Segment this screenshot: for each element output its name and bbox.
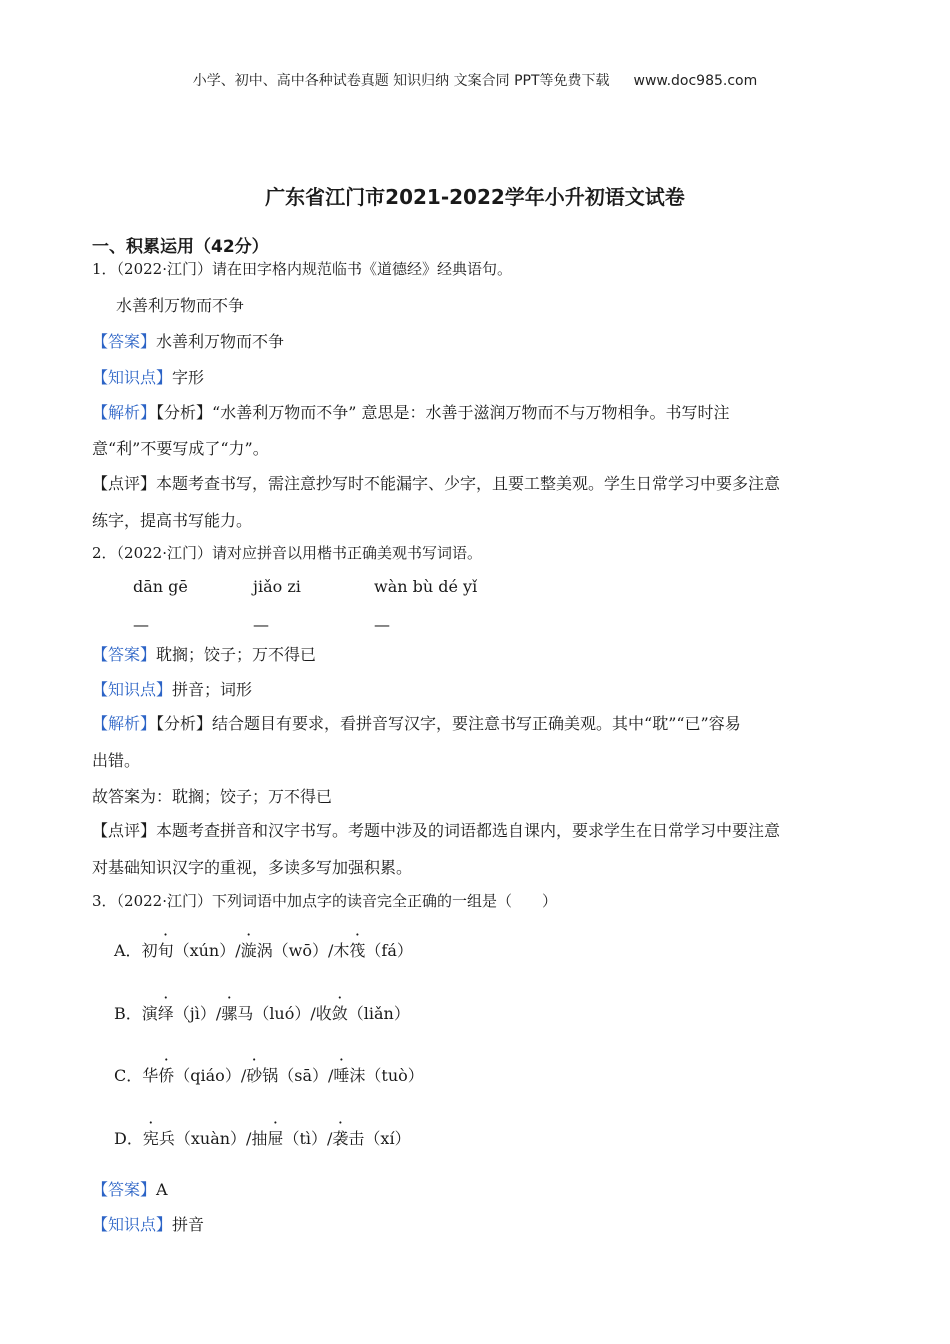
q3-knowledge-row [92,1212,204,1235]
option-text: 沫（tuò） [349,1066,424,1085]
q1-review-2: 练字，提高书写能力。 [92,511,253,530]
dotted-char: 旬 [157,941,174,960]
q3-answer: A [156,1180,168,1199]
q3-option-a[interactable] [114,938,413,961]
q3-option-d[interactable] [114,1126,411,1149]
option-text: （qiáo）/ [174,1066,247,1085]
q2-blank-1: — [133,615,149,634]
q1-analysis-row [92,400,729,423]
dotted-char: 屉 [267,1129,284,1148]
q1-answer-row [92,329,284,352]
review-label: 【点评】 [92,474,157,493]
option-letter: D． [114,1129,143,1148]
q2-answer-row [92,642,316,665]
option-letter: A． [114,941,142,960]
option-text: 涡 [256,941,273,960]
dotted-char: 骡 [221,1004,238,1023]
option-text: （fá） [365,941,413,960]
q1-knowledge-row [92,365,204,388]
analysis-label: 【解析】 [92,403,157,422]
option-letter: C． [114,1066,143,1085]
q1-sentence: 水善利万物而不争 [116,296,245,315]
knowledge-label: 【知识点】 [92,1215,173,1234]
option-text: （sā）/ [278,1066,334,1085]
q2-pinyin-1: dān gē [133,577,188,596]
dotted-char: 筏 [349,941,366,960]
option-text: （tì）/ [283,1129,333,1148]
option-text: （xún）/ [173,941,241,960]
q2-analysis-row [92,711,741,734]
knowledge-label: 【知识点】 [92,368,173,387]
document-title: 广东省江门市2021-2022学年小升初语文试卷 [265,185,685,209]
q2-stem: 2．（2022·江门）请对应拼音以用楷书正确美观书写词语。 [92,544,482,562]
dotted-char: 侨 [158,1066,175,1085]
option-text: 初 [141,941,158,960]
q2-pinyin-2: jiǎo zi [253,577,301,596]
q1-analysis-2: 意“利”不要写成了“力”。 [92,439,269,458]
q3-answer-row [92,1177,168,1200]
dotted-char: 砂 [246,1066,263,1085]
option-text: （liǎn） [347,1004,410,1023]
q1-stem: 1．（2022·江门）请在田字格内规范临书《道德经》经典语句。 [92,260,512,278]
q2-review-row [92,818,780,841]
dotted-char: 漩 [240,941,257,960]
option-text: 马 [237,1004,254,1023]
header-text: 小学、初中、高中各种试卷真题 知识归纳 文案合同 PPT等免费下载 [192,73,610,89]
option-text: 锅 [262,1066,279,1085]
q2-blank-2: — [253,615,269,634]
option-text: （luó）/收 [253,1004,332,1023]
q1-review-row [92,471,780,494]
q1-analysis-1: 【分析】“水善利万物而不争” 意思是：水善于滋润万物而不与万物相争。书写时注 [156,403,730,422]
dotted-char: 敛 [331,1004,348,1023]
q1-review-1: 本题考查书写，需注意抄写时不能漏字、少字，且要工整美观。学生日常学习中要多注意 [156,474,781,493]
dotted-char: 唾 [333,1066,350,1085]
header-url[interactable]: www.doc985.com [633,73,758,89]
page-header [0,70,950,90]
q2-conclusion: 故答案为：耽搁；饺子；万不得已 [92,787,333,806]
knowledge-label: 【知识点】 [92,680,173,699]
review-label: 【点评】 [92,821,157,840]
answer-label: 【答案】 [92,332,157,351]
q2-blank-3: — [374,615,390,634]
option-text: 兵（xuàn）/抽 [158,1129,268,1148]
q3-knowledge: 拼音 [172,1215,205,1234]
q2-answer: 耽搁；饺子；万不得已 [156,645,317,664]
q2-review-2: 对基础知识汉字的重视，多读多写加强积累。 [92,858,413,877]
option-text: （jì）/ [173,1004,222,1023]
option-text: （wō）/木 [272,941,350,960]
q1-knowledge: 字形 [172,368,205,387]
answer-label: 【答案】 [92,1180,157,1199]
dotted-char: 绎 [157,1004,174,1023]
option-text: 击（xí） [348,1129,411,1148]
dotted-char: 宪 [142,1129,159,1148]
option-text: 华 [142,1066,159,1085]
analysis-label: 【解析】 [92,714,157,733]
q2-analysis-2: 出错。 [92,751,141,770]
q2-knowledge: 拼音；词形 [172,680,253,699]
q2-pinyin-3: wàn bù dé yǐ [374,577,478,596]
section-heading: 一、积累运用（42分） [92,237,269,257]
q1-answer: 水善利万物而不争 [156,332,285,351]
q3-option-c[interactable] [114,1063,424,1086]
q3-stem: 3．（2022·江门）下列词语中加点字的读音完全正确的一组是（ ） [92,892,557,910]
q2-analysis-1: 【分析】结合题目有要求，看拼音写汉字，要注意书写正确美观。其中“耽”“已”容易 [156,714,741,733]
q2-review-1: 本题考查拼音和汉字书写。考题中涉及的词语都选自课内，要求学生在日常学习中要注意 [156,821,781,840]
dotted-char: 袭 [332,1129,349,1148]
option-text: 演 [141,1004,158,1023]
q3-option-b[interactable] [114,1001,410,1024]
option-letter: B． [114,1004,142,1023]
q2-knowledge-row [92,677,252,700]
answer-label: 【答案】 [92,645,157,664]
